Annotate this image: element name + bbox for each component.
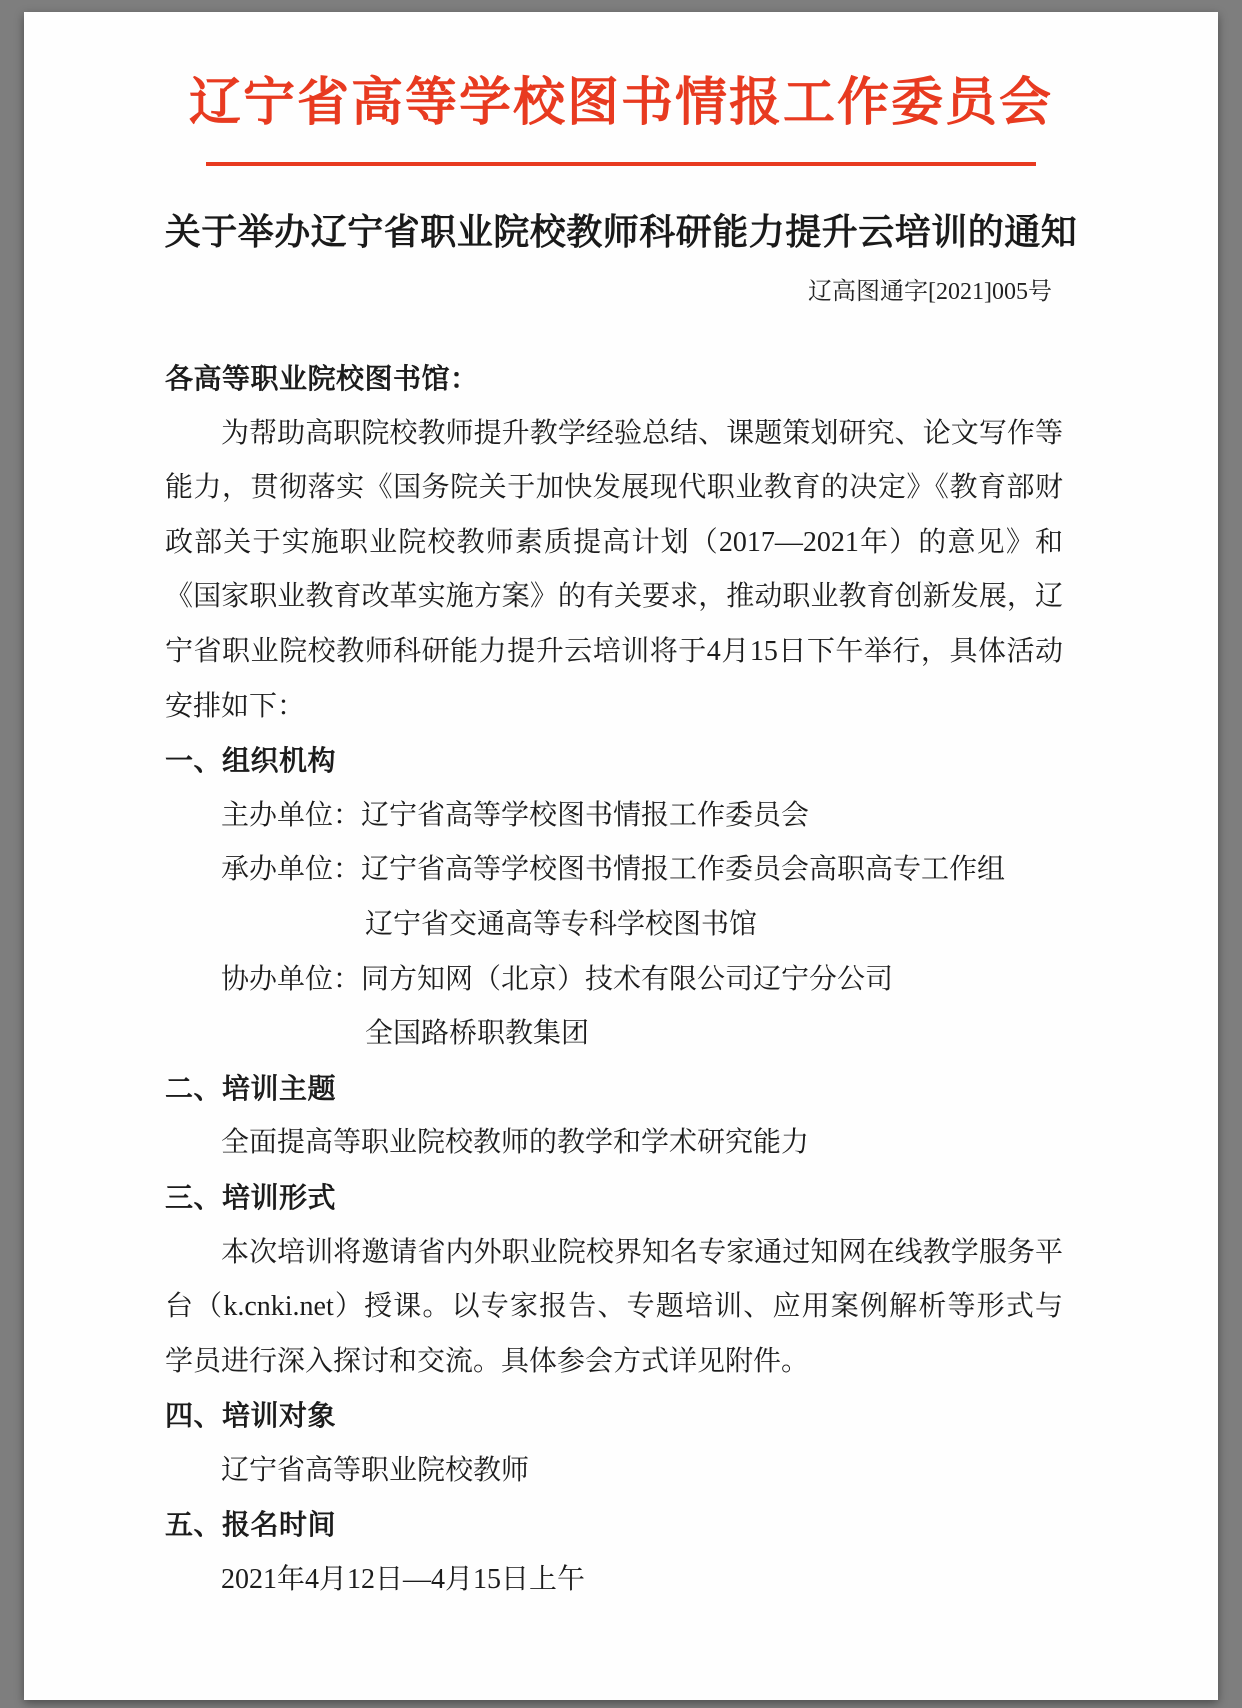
intro-line: 能力，贯彻落实《国务院关于加快发展现代职业教育的决定》《教育部财 <box>165 472 1063 504</box>
intro-line: 安排如下： <box>165 690 306 722</box>
section-heading-format: 三、培训形式 <box>165 1181 337 1213</box>
format-line: 台（k.cnki.net）授课。以专家报告、专题培训、应用案例解析等形式与 <box>165 1291 1063 1323</box>
intro-line: 《国家职业教育改革实施方案》的有关要求，推动职业教育创新发展，辽 <box>165 581 1063 613</box>
doc-body <box>165 352 1063 1608</box>
format-line: 学员进行深入探讨和交流。具体参会方式详见附件。 <box>165 1345 810 1377</box>
topic-line: 全面提高等职业院校教师的教学和学术研究能力 <box>221 1127 810 1159</box>
organizer-line: 全国路桥职教集团 <box>365 1018 590 1050</box>
format-line: 本次培训将邀请省内外职业院校界知名专家通过知网在线教学服务平 <box>221 1236 1063 1268</box>
doc-title: 关于举办辽宁省职业院校教师科研能力提升云培训的通知 <box>164 211 1078 252</box>
audience-line: 辽宁省高等职业院校教师 <box>221 1454 530 1486</box>
doc-reference-number: 辽高图通字[2021]005号 <box>808 279 1052 305</box>
registration-time-line: 2021年4月12日—4月15日上午 <box>221 1564 586 1596</box>
letterhead-divider <box>206 162 1036 166</box>
intro-line: 为帮助高职院校教师提升教学经验总结、课题策划研究、论文写作等 <box>221 417 1063 449</box>
section-heading-organization: 一、组织机构 <box>165 745 337 777</box>
intro-line: 宁省职业院校教师科研能力提升云培训将于4月15日下午举行，具体活动 <box>165 635 1063 667</box>
section-heading-registration-time: 五、报名时间 <box>165 1509 337 1541</box>
intro-line: 政部关于实施职业院校教师素质提高计划（2017—2021年）的意见》和 <box>165 526 1063 558</box>
document-page <box>24 12 1218 1700</box>
organizer-line: 协办单位：同方知网（北京）技术有限公司辽宁分公司 <box>221 963 894 995</box>
organizer-line: 主办单位：辽宁省高等学校图书情报工作委员会 <box>221 799 810 831</box>
section-heading-topic: 二、培训主题 <box>165 1072 337 1104</box>
organizer-line: 辽宁省交通高等专科学校图书馆 <box>365 908 758 940</box>
section-heading-audience: 四、培训对象 <box>165 1400 337 1432</box>
letterhead-org-title: 辽宁省高等学校图书情报工作委员会 <box>188 75 1053 132</box>
organizer-line: 承办单位：辽宁省高等学校图书情报工作委员会高职高专工作组 <box>221 854 1006 886</box>
salutation: 各高等职业院校图书馆： <box>165 363 479 394</box>
